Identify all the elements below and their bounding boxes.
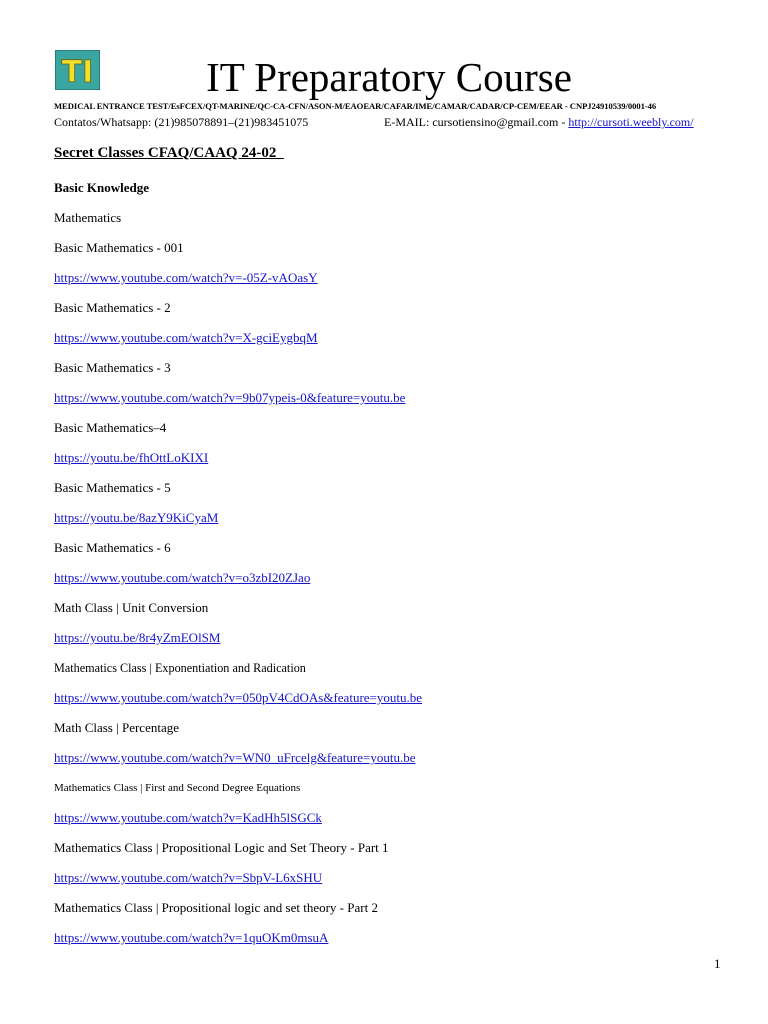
subject-heading: Mathematics — [54, 210, 122, 225]
lesson-link[interactable]: https://youtu.be/8r4yZmEOlSM — [54, 630, 221, 645]
logo-text: TI — [61, 55, 94, 89]
page-number: 1 — [714, 956, 721, 971]
lesson-title: Mathematics Class | Propositional Logic and Set Theory - Part 1 — [54, 840, 389, 855]
lesson-link[interactable]: https://www.youtube.com/watch?v=050pV4CdOAs&feature=youtu.be — [54, 690, 423, 705]
website-link[interactable]: http://cursoti.weebly.com/ — [568, 115, 694, 129]
header-tests-line: MEDICAL ENTRANCE TEST/EsFCEX/QT-MARINE/QC-CA-CFN/ASON-M/EAOEAR/CAFAR/IME/CAMAR/CADAR/CP-CEM/EEAR - CNPJ24910539/0001-46 — [54, 101, 657, 111]
lesson-link[interactable]: https://www.youtube.com/watch?v=-05Z-vAOasY — [54, 270, 318, 285]
lesson-link[interactable]: https://www.youtube.com/watch?v=WN0_uFrcelg&feature=youtu.be — [54, 750, 416, 765]
lesson-title: Math Class | Percentage — [54, 720, 179, 735]
lesson-title: Basic Mathematics - 5 — [54, 480, 171, 495]
lesson-link[interactable]: https://www.youtube.com/watch?v=o3zbI20ZJao — [54, 570, 311, 585]
category-heading: Basic Knowledge — [54, 180, 149, 195]
section-title: Secret Classes CFAQ/CAAQ 24-02 — [54, 145, 284, 161]
page-title: IT Preparatory Course — [206, 54, 572, 100]
lesson-link[interactable]: https://www.youtube.com/watch?v=SbpV-L6xSHU — [54, 870, 323, 885]
lesson-title: Basic Mathematics - 001 — [54, 240, 184, 255]
lesson-title: Basic Mathematics - 3 — [54, 360, 171, 375]
email-label: E-MAIL: cursotiensino@gmail.com - — [384, 115, 569, 129]
lesson-title: Basic Mathematics–4 — [54, 420, 167, 435]
lesson-link[interactable]: https://youtu.be/8azY9KiCyaM — [54, 510, 219, 525]
contacts-email-group — [384, 115, 694, 130]
lesson-link[interactable]: https://www.youtube.com/watch?v=X-gciEygbqM — [54, 330, 318, 345]
lesson-link[interactable]: https://www.youtube.com/watch?v=9b07ypeis-0&feature=youtu.be — [54, 390, 406, 405]
lesson-title: Mathematics Class | Propositional logic and set theory - Part 2 — [54, 900, 378, 915]
lesson-title: Basic Mathematics - 6 — [54, 540, 171, 555]
lesson-title: Mathematics Class | Exponentiation and Radication — [54, 661, 306, 675]
lesson-link[interactable]: https://youtu.be/fhOttLoKIXI — [54, 450, 209, 465]
contacts-phone: Contatos/Whatsapp: (21)985078891–(21)983451075 — [54, 115, 309, 129]
lesson-link[interactable]: https://www.youtube.com/watch?v=1quOKm0msuA — [54, 930, 329, 945]
content-list — [54, 179, 734, 959]
lesson-title: Basic Mathematics - 2 — [54, 300, 171, 315]
lesson-title: Math Class | Unit Conversion — [54, 600, 209, 615]
lesson-title: Mathematics Class | First and Second Degree Equations — [54, 782, 301, 794]
lesson-link[interactable]: https://www.youtube.com/watch?v=KadHh5lSGCk — [54, 810, 322, 825]
